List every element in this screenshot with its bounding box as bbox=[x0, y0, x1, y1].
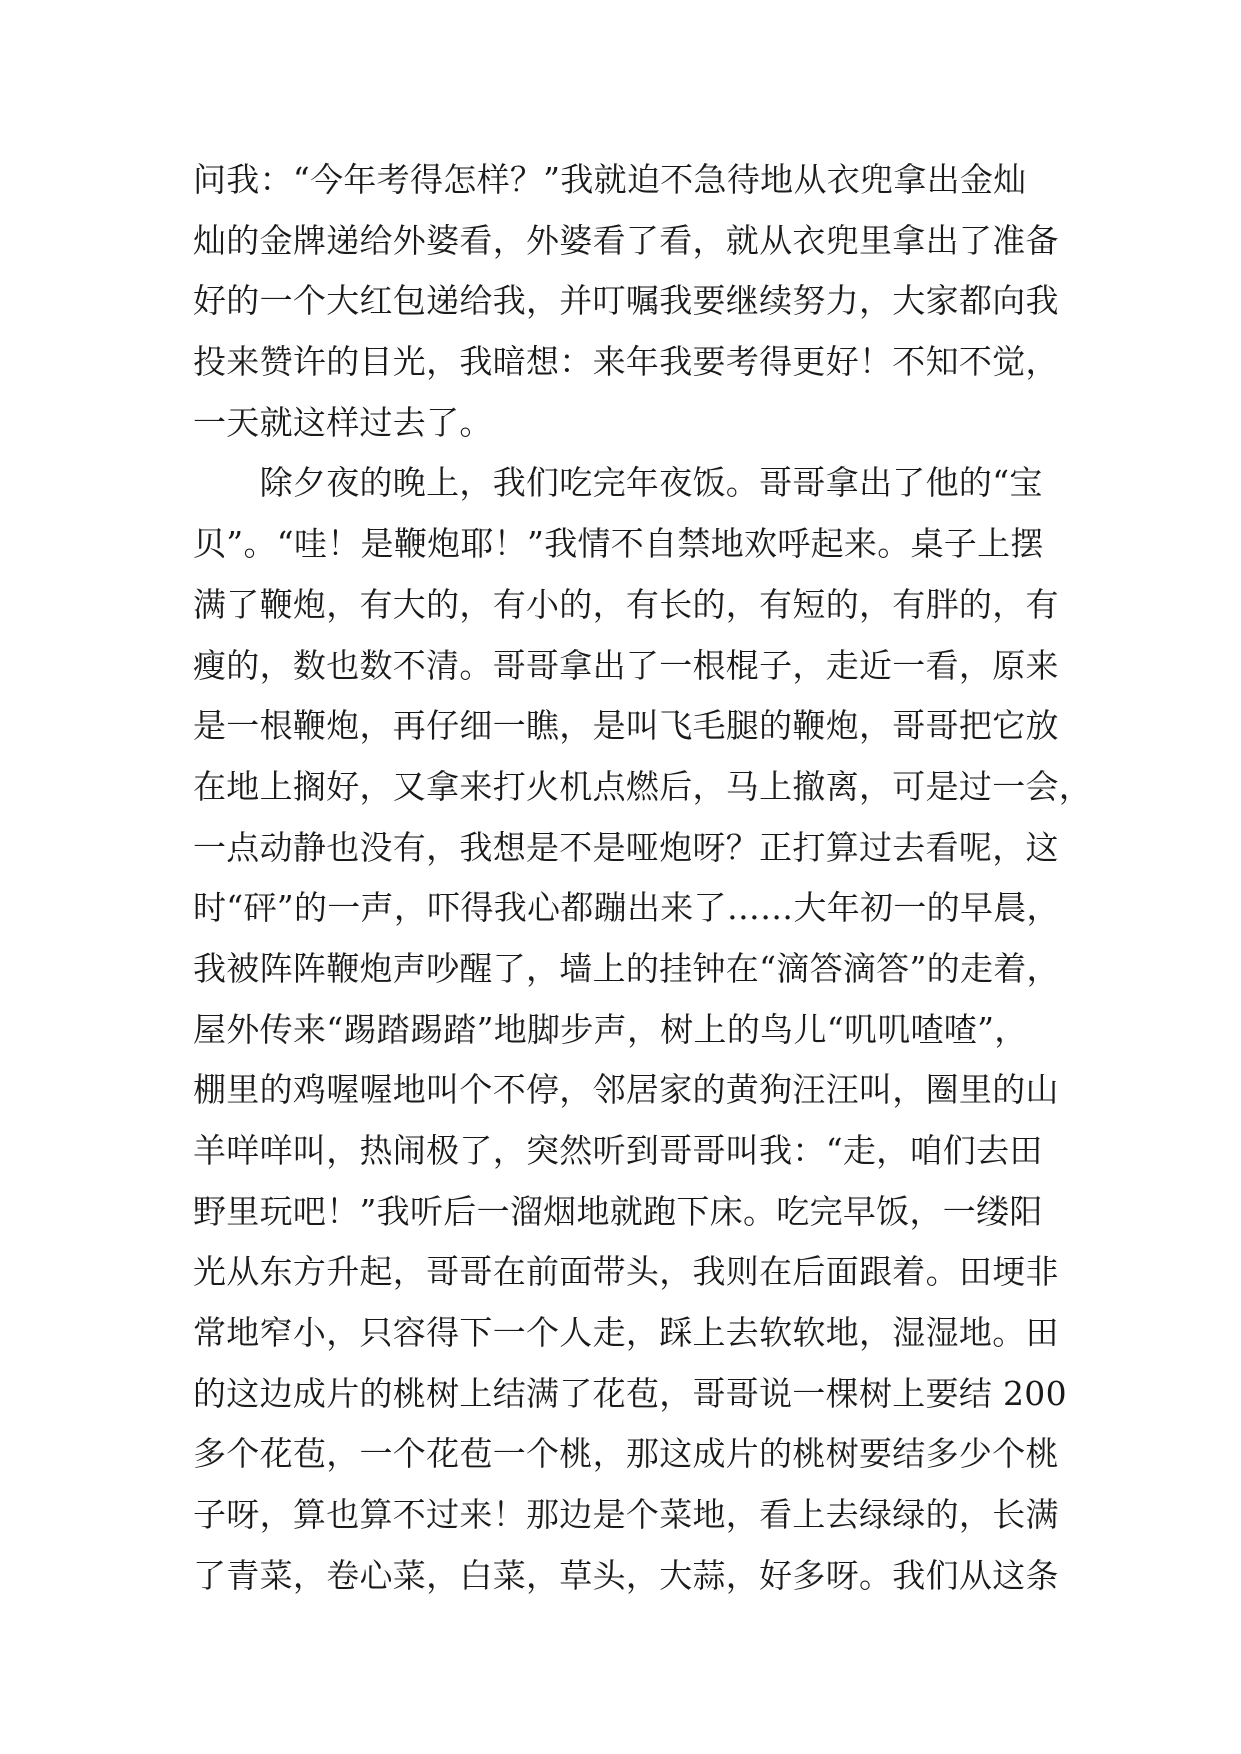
text-line: 我被阵阵鞭炮声吵醒了，墙上的挂钟在“滴答滴答”的走着， bbox=[193, 948, 1060, 988]
text-line: 贝”。“哇！是鞭炮耶！”我情不自禁地欢呼起来。桌子上摆 bbox=[193, 524, 1044, 564]
text-line: 投来赞许的目光，我暗想：来年我要考得更好！不知不觉， bbox=[193, 342, 1059, 382]
text-line: 灿的金牌递给外婆看，外婆看了看，就从衣兜里拿出了准备 bbox=[193, 220, 1059, 260]
text-line: 棚里的鸡喔喔地叫个不停，邻居家的黄狗汪汪叫，圈里的山 bbox=[193, 1070, 1059, 1110]
text-line: 野里玩吧！”我听后一溜烟地就跑下床。吃完早饭，一缕阳 bbox=[193, 1191, 1043, 1231]
paragraph-start-line: 除夕夜的晚上，我们吃完年夜饭。哥哥拿出了他的“宝 bbox=[193, 463, 1043, 503]
text-line: 光从东方升起，哥哥在前面带头，我则在后面跟着。田埂非 bbox=[193, 1252, 1059, 1292]
text-line: 满了鞭炮，有大的，有小的，有长的，有短的，有胖的，有 bbox=[193, 584, 1059, 624]
text-line: 羊咩咩叫，热闹极了，突然听到哥哥叫我：“走，咱们去田 bbox=[193, 1131, 1043, 1170]
text-line: 的这边成片的桃树上结满了花苞，哥哥说一棵树上要结 200 bbox=[193, 1373, 1067, 1413]
text-line: 问我：“今年考得怎样？”我就迫不急待地从衣兜拿出金灿 bbox=[193, 160, 1027, 199]
text-line: 屋外传来“踢踏踢踏”地脚步声，树上的鸟儿“叽叽喳喳”， bbox=[193, 1009, 1028, 1049]
text-line: 在地上搁好，又拿来打火机点燃后，马上撤离，可是过一会， bbox=[193, 766, 1093, 806]
text-line: 一点动静也没有，我想是不是哑炮呀？正打算过去看呢，这 bbox=[193, 827, 1059, 867]
text-line: 时“砰”的一声，吓得我心都蹦出来了……大年初一的早晨， bbox=[193, 888, 1060, 928]
text-line: 多个花苞，一个花苞一个桃，那这成片的桃树要结多少个桃 bbox=[193, 1434, 1059, 1474]
text-line: 好的一个大红包递给我，并叮嘱我要继续努力，大家都向我 bbox=[193, 281, 1059, 321]
text-line: 是一根鞭炮，再仔细一瞧，是叫飞毛腿的鞭炮，哥哥把它放 bbox=[193, 706, 1059, 746]
text-line: 瘦的，数也数不清。哥哥拿出了一根棍子，走近一看，原来 bbox=[193, 645, 1059, 685]
text-line: 了青菜，卷心菜，白菜，草头，大蒜，好多呀。我们从这条 bbox=[193, 1555, 1059, 1595]
text-line: 一天就这样过去了。 bbox=[193, 402, 493, 442]
text-line: 常地窄小，只容得下一个人走，踩上去软软地，湿湿地。田 bbox=[193, 1313, 1059, 1353]
body-text bbox=[193, 150, 1093, 1607]
text-line: 子呀，算也算不过来！那边是个菜地，看上去绿绿的，长满 bbox=[193, 1495, 1059, 1535]
